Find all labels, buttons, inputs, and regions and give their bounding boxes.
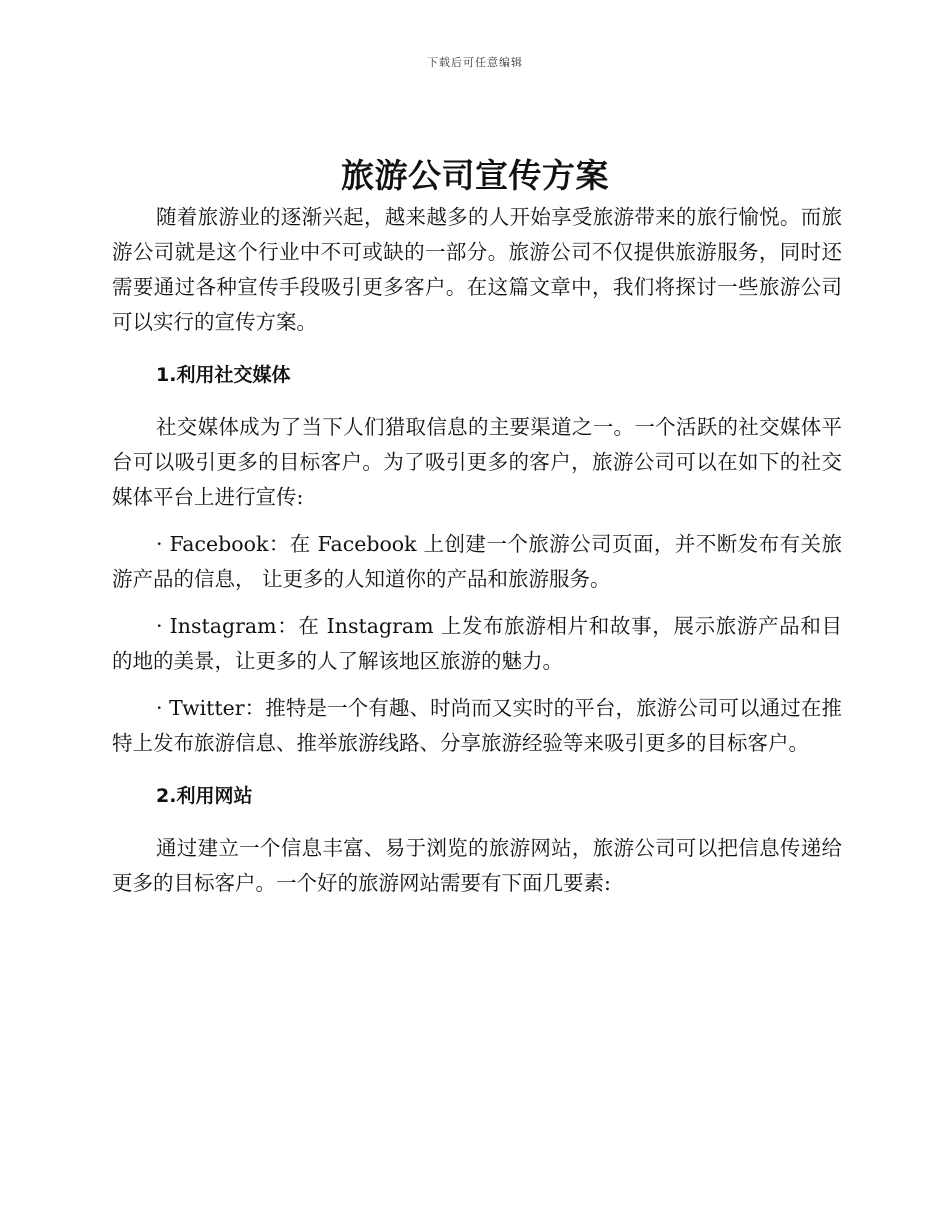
- header-note: 下载后可任意编辑: [427, 56, 523, 69]
- section-heading-website: 2.利用网站: [156, 785, 253, 807]
- instagram-bullet: · Instagram：在 Instagram 上发布旅游相片和故事，展示旅游产品和目的地的美景，让更多的人了解该地区旅游的魅力。: [112, 614, 842, 673]
- social-media-paragraph: 社交媒体成为了当下人们猎取信息的主要渠道之一。一个活跃的社交媒体平台可以吸引更多的目标客户。为了吸引更多的客户，旅游公司可以在如下的社交媒体平台上进行宣传:: [112, 415, 842, 509]
- document-body: [112, 200, 842, 913]
- document-title: 旅游公司宣传方案: [341, 156, 609, 195]
- facebook-bullet: · Facebook：在 Facebook 上创建一个旅游公司页面，并不断发布有关旅游产品的信息， 让更多的人知道你的产品和旅游服务。: [112, 532, 842, 591]
- section-heading-social-media: 1.利用社交媒体: [156, 364, 291, 386]
- website-paragraph: 通过建立一个信息丰富、易于浏览的旅游网站，旅游公司可以把信息传递给更多的目标客户。一个好的旅游网站需要有下面几要素:: [112, 836, 842, 895]
- twitter-bullet: · Twitter：推特是一个有趣、时尚而又实时的平台，旅游公司可以通过在推特上发布旅游信息、推举旅游线路、分享旅游经验等来吸引更多的目标客户。: [112, 696, 842, 755]
- intro-paragraph: 随着旅游业的逐渐兴起，越来越多的人开始享受旅游带来的旅行愉悦。而旅游公司就是这个行业中不可或缺的一部分。旅游公司不仅提供旅游服务，同时还需要通过各种宣传手段吸引更多客户。在这篇文章中，我们将探讨一些旅游公司可以实行的宣传方案。: [112, 205, 842, 334]
